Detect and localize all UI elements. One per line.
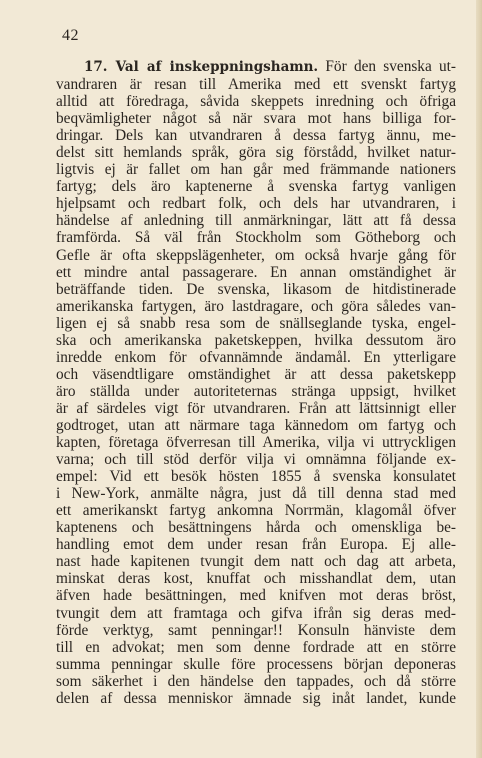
text-line: ska och amerikanska paketskeppen, hvilka dessutom äro: [56, 331, 456, 349]
text-line: i New-York, anmälte några, just då till denna stad med: [56, 485, 456, 503]
text-line: till en advokat; men som denne fordrade att en större: [56, 638, 456, 656]
text-line: delst sitt hemlands språk, göra sig förstådd, hvilket natur-: [56, 144, 456, 162]
text-line: godtroget, utan att närmare taga kännedom om fartyg och: [56, 416, 456, 434]
text-line: Gefle är ofta skeppslägenheter, om också hvarje gång för: [56, 246, 456, 264]
text-line: nast hade kapitenen tvungit dem natt och dag att arbeta,: [56, 553, 456, 571]
text-line: dringar. Dels kan utvandraren å dessa fartyg ännu, me-: [56, 127, 456, 145]
text-line: tvungit dem att framtaga och gifva ifrån sig deras med-: [56, 604, 456, 622]
first-line-text: För den svenska ut-: [325, 58, 457, 75]
text-line: hjelpsamt och redbart folk, och dels har utvandraren, i: [56, 195, 456, 213]
section-heading: 17. Val af inskeppningshamn.: [84, 59, 319, 75]
text-line: framförda. Så väl från Stockholm som Götheborg och: [56, 229, 456, 247]
text-line: beqvämligheter något så när svara mot hans billiga for-: [56, 110, 456, 128]
text-line: amerikanska fartygen, äro lastdragare, och göra således van-: [56, 297, 456, 315]
text-line: är af särdeles vigt för utvandraren. Från att lättsinnigt eller: [56, 399, 456, 417]
text-line: förde verktyg, samt penningar!! Konsuln hänviste dem: [56, 621, 456, 639]
text-line: kaptenens och besättningens hårda och omenskliga be-: [56, 519, 456, 537]
text-line: som säkerhet i den händelse den tappades, och då större: [56, 672, 456, 690]
page-edge: [476, 0, 482, 758]
text-line: ligtvis ej är fallet om han går med främmande nationers: [56, 161, 456, 179]
body-text: [56, 58, 456, 707]
text-line: alltid att föredraga, såvida skeppets inredning och öfriga: [56, 93, 456, 111]
text-line: vandraren är resan till Amerika med ett svenskt fartyg: [56, 76, 456, 94]
text-line: beträffande tiden. De svenska, likasom de hitdistinerade: [56, 280, 456, 298]
text-line: och väsendtligare omständighet är att dessa paketskepp: [56, 365, 456, 383]
text-line: empel: Vid ett besök hösten 1855 å svenska konsulatet: [56, 468, 456, 486]
text-line: inredde enkom för ofvannämnde ändamål. En ytterligare: [56, 348, 456, 366]
page-number: 42: [62, 27, 79, 44]
text-line: händelse af anledning till anmärkningar, lätt att få dessa: [56, 212, 456, 230]
text-line: äfven hade besättningen, med knifven mot deras bröst,: [56, 587, 456, 605]
text-line: ett mindre antal passagerare. En annan omständighet är: [56, 263, 456, 281]
text-line: ligen ej så snabb resa som de snällseglande tyska, engel-: [56, 314, 456, 332]
first-line: [56, 58, 456, 76]
text-line: summa penningar skulle före processens början deponeras: [56, 655, 456, 673]
text-line: fartyg; dels äro kaptenerne å svenska fartyg vanligen: [56, 178, 456, 196]
text-line: varna; och till stöd derför vilja vi omnämna följande ex-: [56, 451, 456, 469]
text-line: handling emot dem under resan från Europa. Ej alle-: [56, 536, 456, 554]
text-line: delen af dessa menniskor ämnade sig inåt landet, kunde: [56, 689, 456, 707]
text-line: äro ställda under autoriteternas stränga uppsigt, hvilket: [56, 382, 456, 400]
text-line: kapten, företaga öfverresan till Amerika, vilja vi uttryckligen: [56, 434, 456, 452]
text-line: ett amerikanskt fartyg ankomna Norrmän, klagomål öfver: [56, 502, 456, 520]
text-line: minskat deras kost, knuffat och misshandlat dem, utan: [56, 570, 456, 588]
